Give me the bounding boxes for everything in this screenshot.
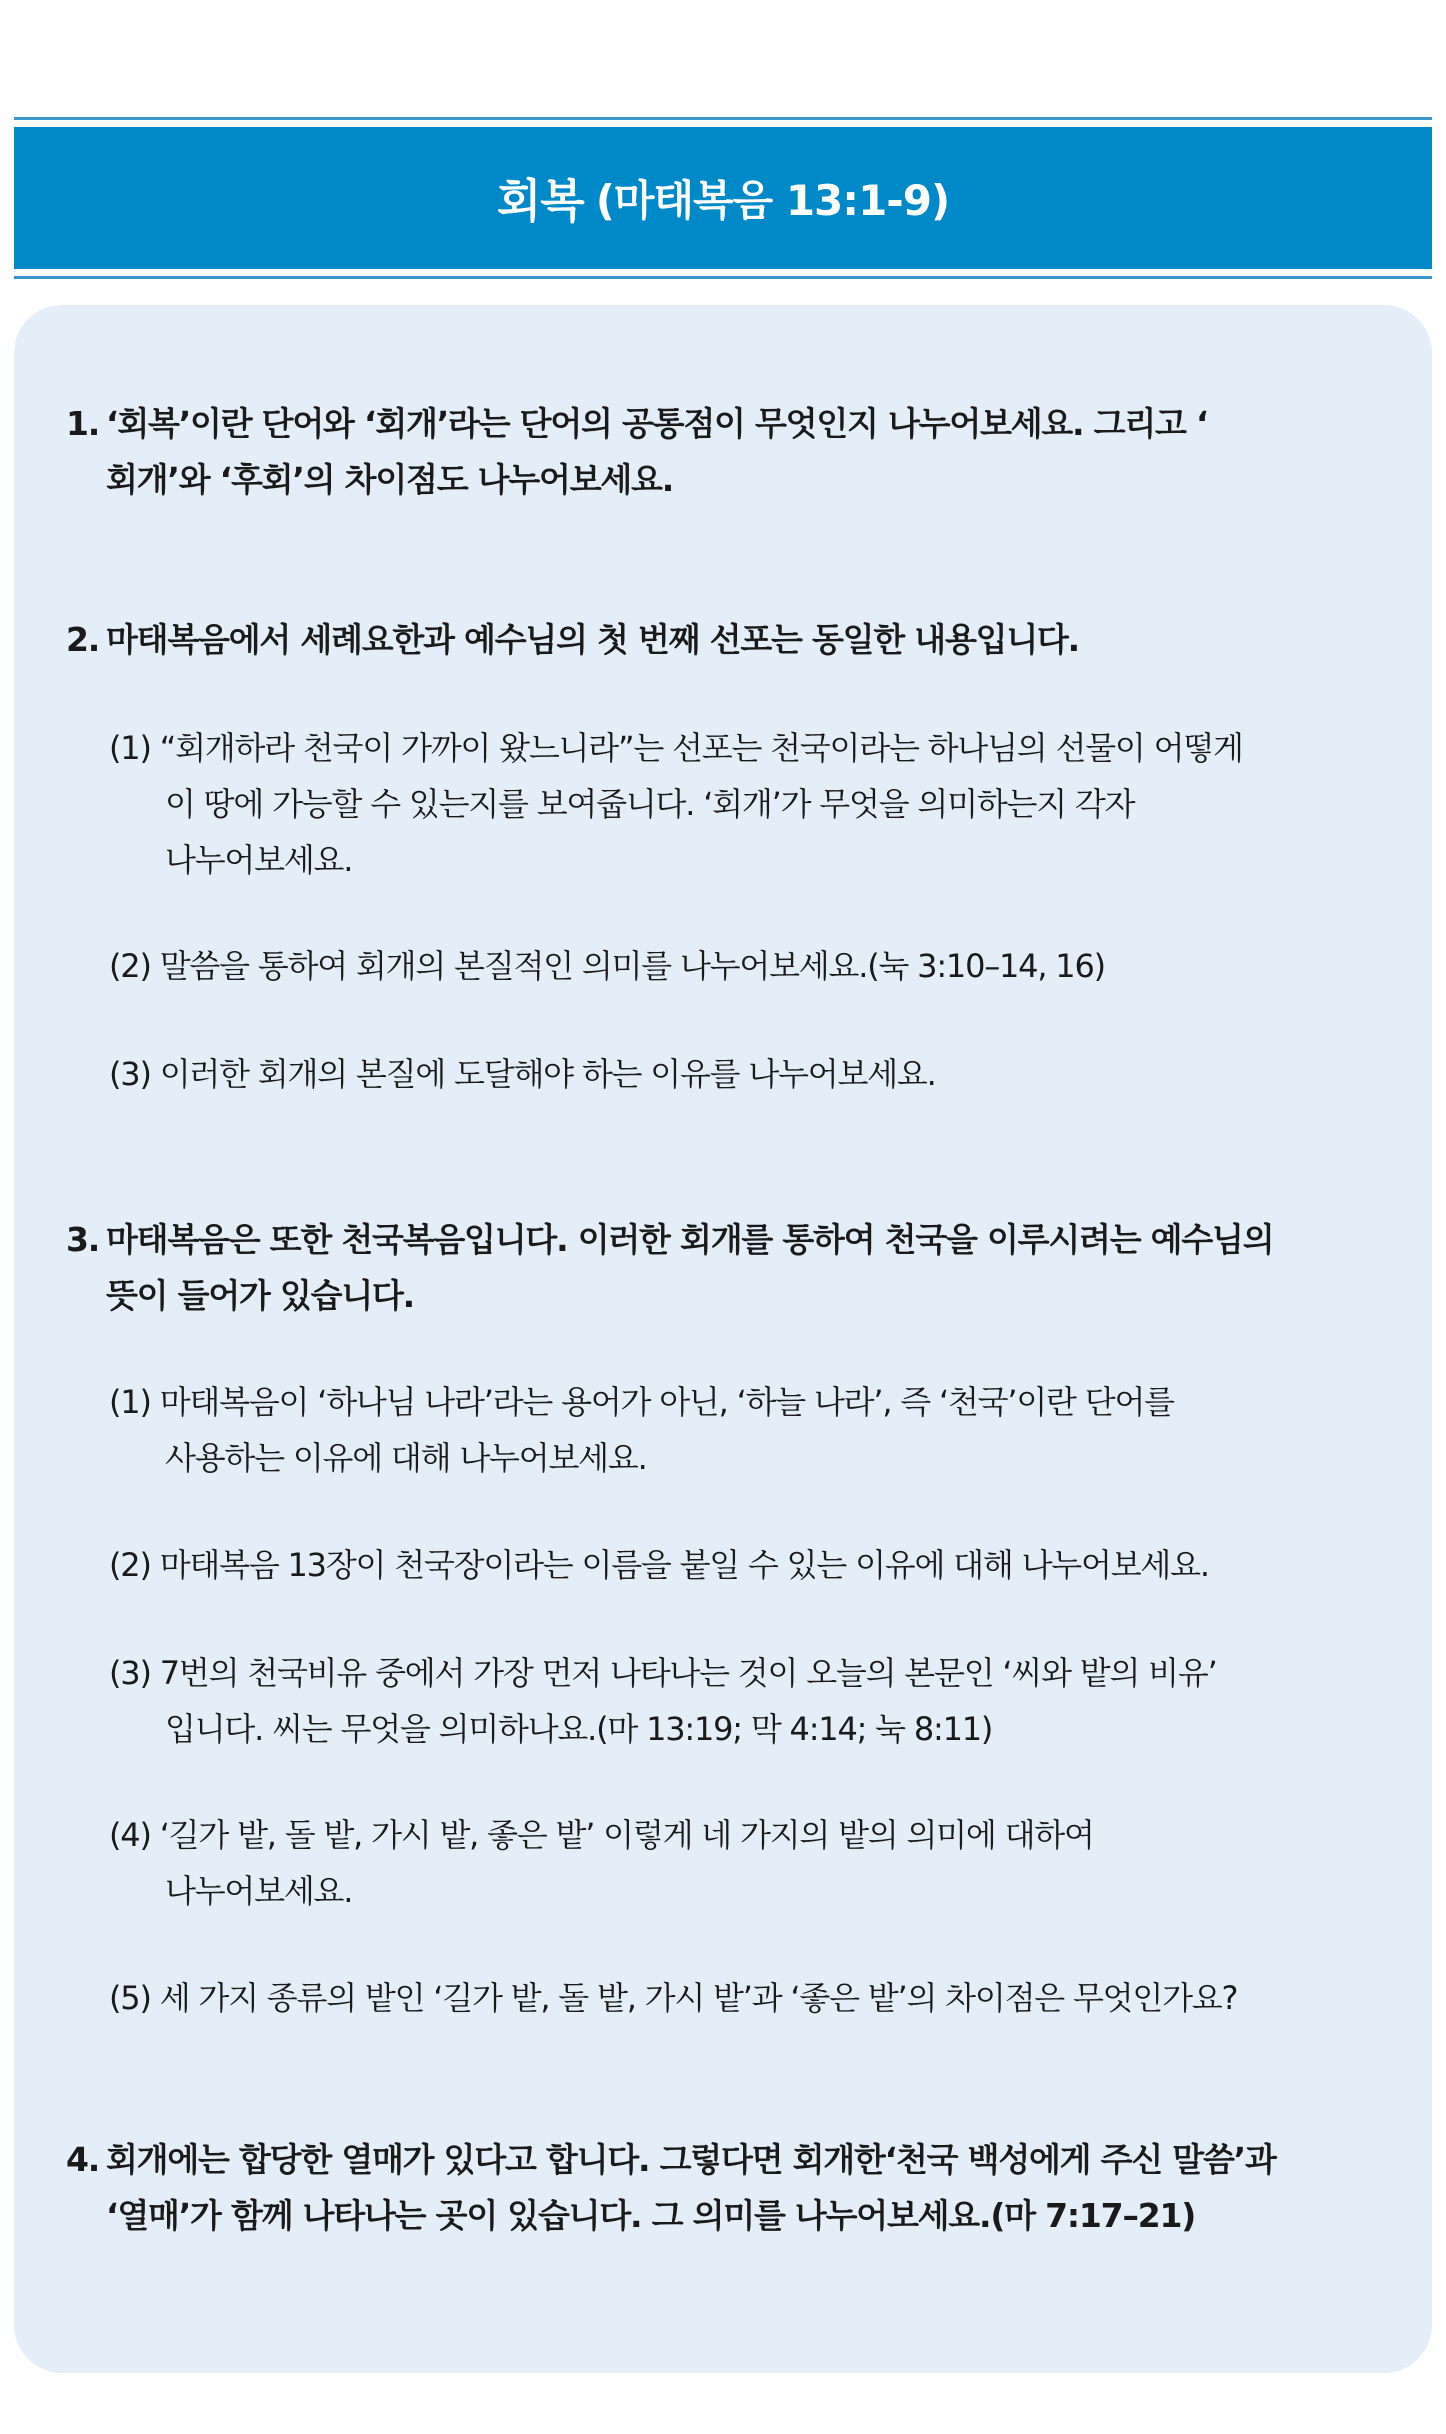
question-3 (66, 1212, 1366, 1324)
question-3-line-1 (66, 1212, 1366, 1268)
sub-line: 나누어보세요. (165, 841, 353, 879)
question-1-number: 1. (66, 404, 100, 443)
question-4-text-2: ‘열매’가 함께 나타나는 곳이 있습니다. 그 의미를 나누어보세요.(마 7:17–21) (106, 2196, 1196, 2235)
sub-line: (3) 이러한 회개의 본질에 도달해야 하는 이유를 나누어보세요. (109, 1055, 936, 1093)
question-1 (66, 396, 1366, 508)
sub-line: (3) 7번의 천국비유 중에서 가장 먼저 나타나는 것이 오늘의 본문인 ‘씨와 밭의 비유’ (109, 1654, 1217, 1692)
question-4 (66, 2132, 1366, 2244)
sub-line: 사용하는 이유에 대해 나누어보세요. (165, 1439, 647, 1477)
sub-line: 입니다. 씨는 무엇을 의미하나요.(마 13:19; 막 4:14; 눅 8:11) (165, 1710, 993, 1748)
question-1-text-2: 회개’와 ‘후회’의 차이점도 나누어보세요. (106, 460, 674, 499)
question-2-line-1 (66, 612, 1366, 668)
question-4-number: 4. (66, 2140, 100, 2179)
question-1-line-1 (66, 396, 1366, 452)
question-3-sub-5 (109, 1970, 1366, 2026)
sub-line: (4) ‘길가 밭, 돌 밭, 가시 밭, 좋은 밭’ 이렇게 네 가지의 밭의 의미에 대하여 (109, 1816, 1094, 1854)
question-3-text-1: 마태복음은 또한 천국복음입니다. 이러한 회개를 통하여 천국을 이루시려는 예수님의 (106, 1220, 1274, 1259)
question-3-sub-1 (109, 1374, 1366, 1486)
question-2-text-1: 마태복음에서 세례요한과 예수님의 첫 번째 선포는 동일한 내용입니다. (106, 620, 1080, 659)
question-3-text-2: 뜻이 들어가 있습니다. (106, 1276, 415, 1315)
question-3-sub-3 (109, 1645, 1366, 1757)
sub-line: (2) 말씀을 통하여 회개의 본질적인 의미를 나누어보세요.(눅 3:10–14, 16) (109, 947, 1105, 985)
sub-line: (1) 마태복음이 ‘하나님 나라’라는 용어가 아닌, ‘하늘 나라’, 즉 ‘천국’이란 단어를 (109, 1383, 1174, 1421)
sub-line: (1) “회개하라 천국이 가까이 왔느니라”는 선포는 천국이라는 하나님의 선물이 어떻게 (109, 729, 1243, 767)
question-3-sub-4 (109, 1807, 1366, 1919)
question-4-text-1: 회개에는 합당한 열매가 있다고 합니다. 그렇다면 회개한‘천국 백성에게 주신 말씀’과 (106, 2140, 1276, 2179)
question-2-sub-2 (109, 938, 1366, 994)
sub-line: 이 땅에 가능할 수 있는지를 보여줍니다. ‘회개’가 무엇을 의미하는지 각자 (165, 785, 1135, 823)
page-title: 회복 (496, 174, 584, 228)
question-2-sub-1 (109, 720, 1366, 888)
question-1-text-1: ‘회복’이란 단어와 ‘회개’라는 단어의 공통점이 무엇인지 나누어보세요. 그리고 ‘ (106, 404, 1208, 443)
question-4-line-1 (66, 2132, 1366, 2188)
sub-line: (5) 세 가지 종류의 밭인 ‘길가 밭, 돌 밭, 가시 밭’과 ‘좋은 밭’의 차이점은 무엇인가요? (109, 1979, 1238, 2017)
title-banner (14, 117, 1432, 279)
question-3-number: 3. (66, 1220, 100, 1259)
question-2 (66, 612, 1366, 668)
question-3-sub-2 (109, 1537, 1366, 1593)
scripture-reference: (마태복음 13:1-9) (595, 176, 950, 225)
title-bar (14, 127, 1432, 269)
question-2-number: 2. (66, 620, 100, 659)
question-2-sub-3 (109, 1046, 1366, 1102)
sub-line: (2) 마태복음 13장이 천국장이라는 이름을 붙일 수 있는 이유에 대해 나누어보세요. (109, 1546, 1209, 1584)
sub-line: 나누어보세요. (165, 1872, 353, 1910)
